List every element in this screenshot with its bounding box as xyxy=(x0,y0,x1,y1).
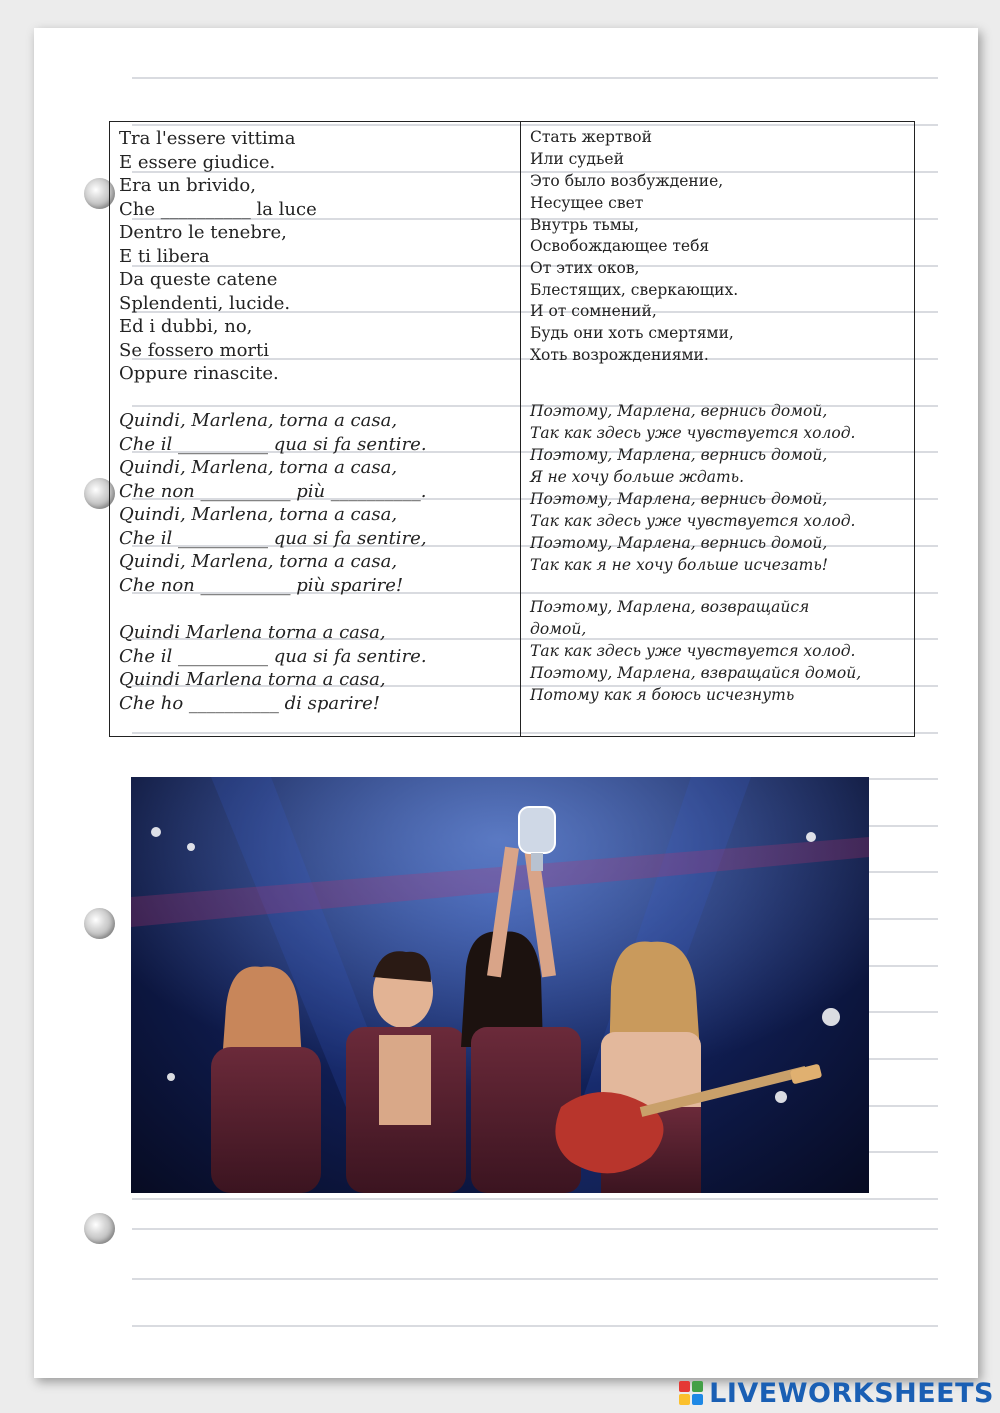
russian-lyric-line: Несущее свет xyxy=(530,194,644,212)
russian-lyric-line: Будь они хоть смертями, xyxy=(530,324,734,342)
punch-hole xyxy=(84,1213,115,1244)
italian-lyric-line: Ed i dubbi, no, xyxy=(119,316,253,337)
italian-lyric-line: Dentro le tenebre, xyxy=(119,222,287,243)
italian-lyric-line: Quindi, Marlena, torna a casa, xyxy=(119,457,398,478)
italian-lyric-line: Quindi Marlena torna a casa, xyxy=(119,622,386,643)
italian-lyric-line: Quindi Marlena torna a casa, xyxy=(119,669,386,690)
russian-lyric-line: Поэтому, Марлена, вернись домой, xyxy=(530,402,828,420)
russian-lyric-line: Так как здесь уже чувствуется холод. xyxy=(530,424,856,442)
russian-lyric-line: Поэтому, Марлена, вернись домой, xyxy=(530,446,828,464)
italian-lyric-line: Se fossero morti xyxy=(119,340,269,361)
russian-lyric-line: Хоть возрождениями. xyxy=(530,346,709,364)
worksheet-page xyxy=(34,28,978,1378)
russian-lyric-line: От этих оков, xyxy=(530,259,640,277)
italian-lyric-line: Quindi, Marlena, torna a casa, xyxy=(119,504,398,525)
russian-lyric-line: Стать жертвой xyxy=(530,128,652,146)
italian-lyric-line: Che il __________ qua si fa sentire. xyxy=(119,434,427,455)
russian-lyric-line: Так как здесь уже чувствуется холод. xyxy=(530,512,856,530)
italian-lyric-line: Che __________ la luce xyxy=(119,199,317,220)
russian-lyric-line: Так как здесь уже чувствуется холод. xyxy=(530,642,856,660)
italian-lyric-line: E ti libera xyxy=(119,246,210,267)
punch-hole xyxy=(84,908,115,939)
ruled-line xyxy=(132,1198,938,1200)
ruled-line xyxy=(132,77,938,79)
russian-lyric-line: домой, xyxy=(530,620,587,638)
italian-lyric-line: E essere giudice. xyxy=(119,152,276,173)
russian-lyric-line: Поэтому, Марлена, взвращайся домой, xyxy=(530,664,862,682)
ruled-line xyxy=(132,1228,938,1230)
russian-lyric-line: И от сомнений, xyxy=(530,302,657,320)
ruled-line xyxy=(132,1325,938,1327)
russian-lyric-line: Это было возбуждение, xyxy=(530,172,724,190)
russian-translation-column xyxy=(521,122,914,736)
russian-lyric-line: Поэтому, Марлена, вернись домой, xyxy=(530,534,828,552)
italian-lyrics-column xyxy=(110,122,521,736)
lyrics-table xyxy=(109,121,915,737)
italian-lyric-line: Oppure rinascite. xyxy=(119,363,279,384)
russian-lyric-line: Я не хочу больше ждать. xyxy=(530,468,745,486)
italian-lyric-line: Quindi, Marlena, torna a casa, xyxy=(119,551,398,572)
russian-lyric-line: Поэтому, Марлена, возвращайся xyxy=(530,598,810,616)
russian-lyric-line: Освобождающее тебя xyxy=(530,237,710,255)
italian-lyric-line: Da queste catene xyxy=(119,269,278,290)
ruled-line xyxy=(132,1278,938,1280)
russian-lyric-line: Поэтому, Марлена, вернись домой, xyxy=(530,490,828,508)
band-photo-illustration xyxy=(131,777,869,1193)
liveworksheets-logo-text: LIVEWORKSHEETS xyxy=(709,1377,994,1409)
italian-lyric-line: Che non __________ più sparire! xyxy=(119,575,404,596)
liveworksheets-logo xyxy=(679,1376,994,1410)
italian-lyric-line: Era un brivido, xyxy=(119,175,256,196)
russian-lyric-line: Или судьей xyxy=(530,150,624,168)
russian-lyric-line: Так как я не хочу больше исчезать! xyxy=(530,556,828,574)
russian-lyric-line: Блестящих, сверкающих. xyxy=(530,281,739,299)
band-photo xyxy=(131,777,869,1193)
italian-lyric-line: Splendenti, lucide. xyxy=(119,293,291,314)
russian-lyric-line: Потому как я боюсь исчезнуть xyxy=(530,686,795,704)
italian-lyric-line: Che il __________ qua si fa sentire, xyxy=(119,528,427,549)
liveworksheets-logo-icon xyxy=(679,1381,703,1405)
italian-lyric-line: Che non __________ più __________. xyxy=(119,481,427,502)
russian-lyric-line: Внутрь тьмы, xyxy=(530,216,640,234)
italian-lyric-line: Che il __________ qua si fa sentire. xyxy=(119,646,427,667)
italian-lyric-line: Che ho __________ di sparire! xyxy=(119,693,380,714)
italian-lyric-line: Tra l'essere vittima xyxy=(119,128,296,149)
italian-lyric-line: Quindi, Marlena, torna a casa, xyxy=(119,410,398,431)
